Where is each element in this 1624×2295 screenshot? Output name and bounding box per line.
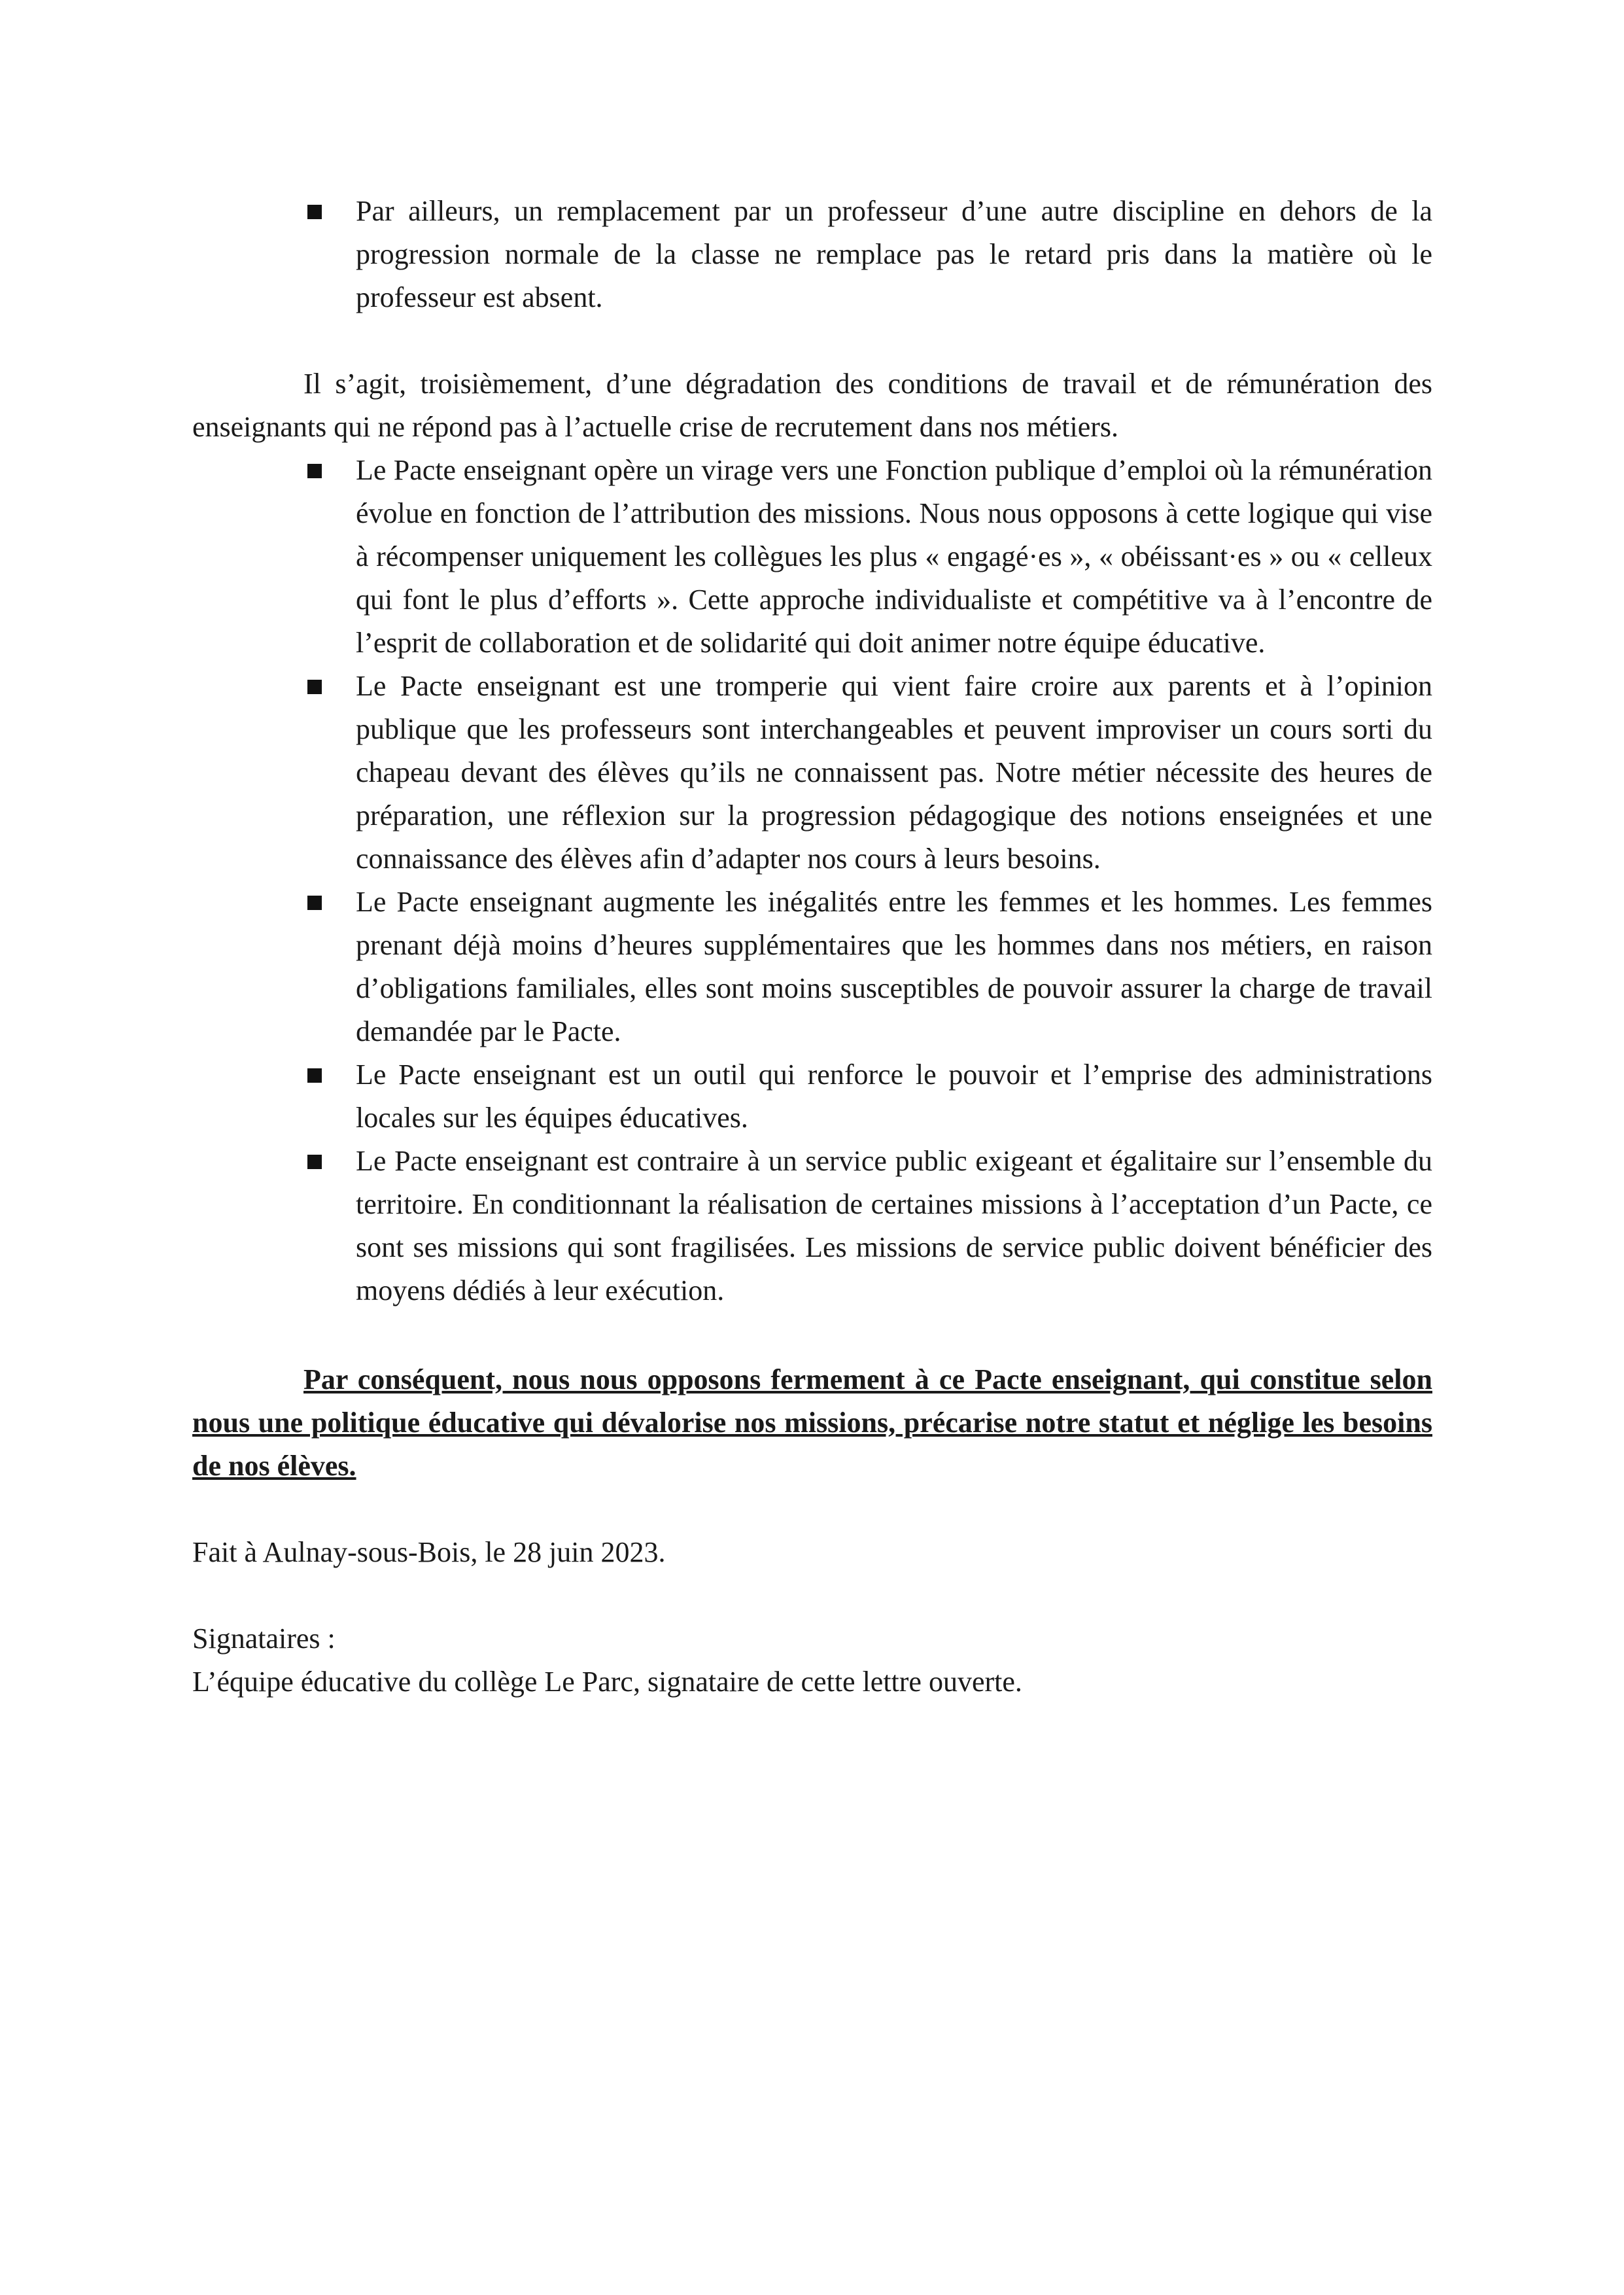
signatories-label: Signataires : (192, 1622, 336, 1655)
conclusion-statement: Par conséquent, nous nous opposons fermement à ce Pacte enseignant, qui constitue selon nous une politique éducative qui dévalorise nos missions, précarise notre statut et néglige les besoins de nos élèves. (192, 1363, 1432, 1482)
square-bullet-icon (307, 1068, 322, 1083)
bullet-text: Le Pacte enseignant est contraire à un service public exigeant et égalitaire sur l’ensemble du territoire. En conditionnant la réalisation de certaines missions à l’acceptation d’un Pacte, ce sont ses missions qui sont fragilisées. Les missions de service public doivent bénéficier des moyens dédiés à leur exécution. (356, 1145, 1432, 1306)
bullet-text: Par ailleurs, un remplacement par un professeur d’une autre discipline en dehors de la progression normale de la classe ne remplace pas le retard pris dans la matière où le professeur est absent. (356, 195, 1432, 313)
list-item (356, 190, 1432, 319)
letter-page (192, 190, 1432, 1704)
square-bullet-icon (307, 205, 322, 219)
list-item (356, 881, 1432, 1053)
list-item (356, 1140, 1432, 1312)
list-item (356, 1053, 1432, 1140)
intro-bullet-list (192, 190, 1432, 319)
bullet-text: Le Pacte enseignant est un outil qui renforce le pouvoir et l’emprise des administrations locales sur les équipes éducatives. (356, 1059, 1432, 1134)
square-bullet-icon (307, 680, 322, 694)
list-item (356, 449, 1432, 665)
list-item (356, 665, 1432, 881)
square-bullet-icon (307, 1155, 322, 1169)
square-bullet-icon (307, 464, 322, 478)
square-bullet-icon (307, 896, 322, 910)
bullet-text: Le Pacte enseignant est une tromperie qui vient faire croire aux parents et à l’opinion publique que les professeurs sont interchangeables et peuvent improviser un cours sorti du chapeau devant des élèves qu’ils ne connaissent pas. Notre métier nécessite des heures de préparation, une réflexion sur la progression pédagogique des notions enseignées et une connaissance des élèves afin d’adapter nos cours à leurs besoins. (356, 670, 1432, 875)
paragraph-three: Il s’agit, troisièmement, d’une dégradation des conditions de travail et de rémunération des enseignants qui ne répond pas à l’actuelle crise de recrutement dans nos métiers. (192, 368, 1432, 443)
signatories-text: L’équipe éducative du collège Le Parc, signataire de cette lettre ouverte. (192, 1666, 1022, 1698)
pacte-bullet-list (192, 449, 1432, 1312)
date-line: Fait à Aulnay-sous-Bois, le 28 juin 2023. (192, 1536, 666, 1568)
bullet-text: Le Pacte enseignant opère un virage vers une Fonction publique d’emploi où la rémunération évolue en fonction de l’attribution des missions. Nous nous opposons à cette logique qui vise à récompenser uniquement les collègues les plus « engagé·es », « obéissant·es » ou « celleux qui font le plus d’efforts ». Cette approche individualiste et compétitive va à l’encontre de l’esprit de collaboration et de solidarité qui doit animer notre équipe éducative. (356, 454, 1432, 659)
bullet-text: Le Pacte enseignant augmente les inégalités entre les femmes et les hommes. Les femmes prenant déjà moins d’heures supplémentaires que les hommes dans nos métiers, en raison d’obligations familiales, elles sont moins susceptibles de pouvoir assurer la charge de travail demandée par le Pacte. (356, 886, 1432, 1047)
